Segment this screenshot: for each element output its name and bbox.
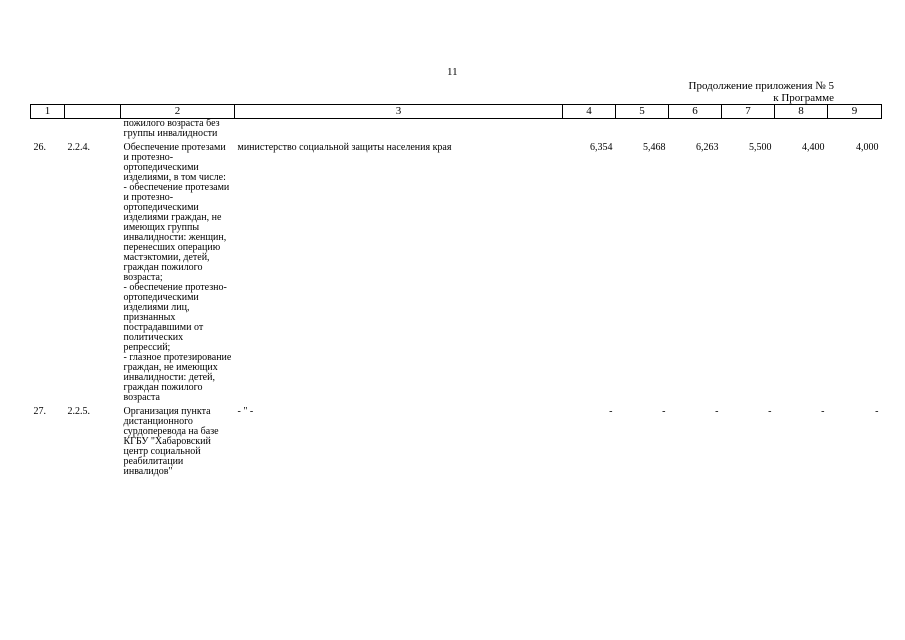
table-row: [31, 119, 882, 140]
table-row: [31, 407, 882, 477]
description-item: - глазное протезирование граждан, не имеющих инвалидности: детей, граждан пожилого возраста: [123, 352, 232, 403]
row-code: 2.2.5.: [67, 406, 90, 417]
row-value: -: [662, 406, 666, 417]
header-cell: [65, 105, 121, 119]
continuation-text: пожилого возраста без группы инвалидности: [123, 118, 220, 139]
header-cell: 3: [235, 105, 563, 119]
header-cell: 4: [563, 105, 616, 119]
description-item: Обеспечение протезами и протезно-ортопедическими изделиями, в том числе:: [123, 142, 226, 183]
row-number: 26.: [33, 142, 46, 153]
header-cell: 5: [616, 105, 669, 119]
page-number: 11: [447, 66, 458, 78]
row-value: -: [609, 406, 613, 417]
row-value: -: [768, 406, 772, 417]
row-value: 6,263: [696, 142, 719, 153]
row-executor: министерство социальной защиты населения края: [237, 142, 452, 153]
header-cell: 2: [121, 105, 235, 119]
header-cell: 9: [828, 105, 882, 119]
row-value: -: [821, 406, 825, 417]
description-item: - обеспечение протезно-ортопедическими изделиями лиц, признанных пострадавшими от политических репрессий;: [123, 282, 227, 353]
row-value: -: [715, 406, 719, 417]
row-value: 4,400: [802, 142, 825, 153]
row-executor: - " -: [237, 406, 254, 417]
row-value: -: [875, 406, 879, 417]
row-value: 4,000: [856, 142, 879, 153]
row-description: [121, 143, 235, 403]
header-cell: 7: [722, 105, 775, 119]
row-number: 27.: [33, 406, 46, 417]
appendix-note-line: к Программе: [773, 92, 834, 104]
description-item: Организация пункта дистанционного сурдоперевода на базе КГБУ "Хабаровский центр социальной реабилитации инвалидов": [123, 406, 219, 477]
header-cell: 6: [669, 105, 722, 119]
row-description: [121, 407, 235, 477]
appendix-note: [689, 80, 834, 104]
table-header-row: [31, 105, 882, 119]
row-code: 2.2.4.: [67, 142, 90, 153]
row-value: 6,354: [590, 142, 613, 153]
appendix-note-line: Продолжение приложения № 5: [688, 80, 834, 92]
row-value: 5,468: [643, 142, 666, 153]
header-cell: 8: [775, 105, 828, 119]
table-row: [31, 143, 882, 403]
description-item: - обеспечение протезами и протезно-ортопедическими изделиями граждан, не имеющих группы инвалидности: женщин, перенесших операцию мастэктомии, детей, граждан пожилого возраста;: [123, 182, 230, 283]
header-cell: 1: [31, 105, 65, 119]
program-table: [30, 104, 882, 477]
row-value: 5,500: [749, 142, 772, 153]
